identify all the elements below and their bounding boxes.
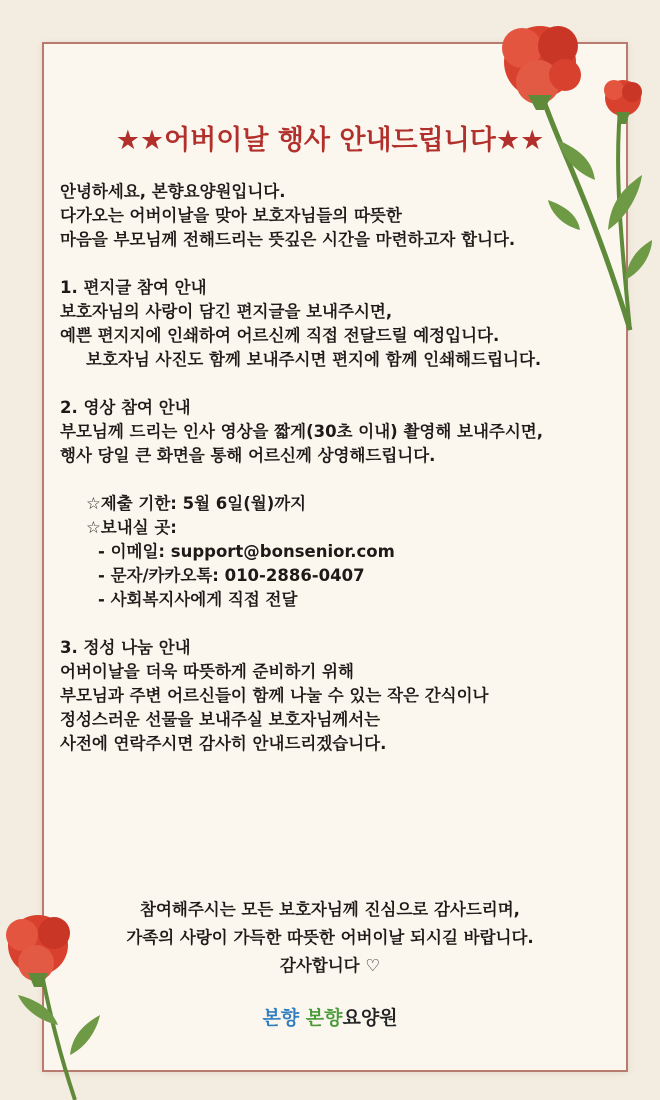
page-title: ★★어버이날 행사 안내드립니다★★ [115,125,545,156]
closing-message [0,896,660,980]
facility-logo [0,1003,660,1030]
section3-line: 사전에 연락주시면 감사히 안내드리겠습니다. [60,734,387,753]
logo-mark-icon: 본향 [262,1007,300,1029]
deadline-text: ☆제출 기한: 5월 6일(월)까지 [86,494,307,513]
send-to-label: ☆보내실 곳: [86,518,177,537]
section3-heading: 3. 정성 나눔 안내 [60,638,191,657]
section2-heading: 2. 영상 참여 안내 [60,398,191,417]
section1-line: 보호자님의 사랑이 담긴 편지글을 보내주시면, [60,302,393,321]
intro-line: 다가오는 어버이날을 맞아 보호자님들의 따뜻한 [60,206,402,225]
section3-line: 부모님과 주변 어르신들이 함께 나눌 수 있는 작은 간식이나 [60,686,489,705]
section1-line: 예쁜 편지지에 인쇄하여 어르신께 직접 전달드릴 예정입니다. [60,326,500,345]
contact-email: - 이메일: support@bonsenior.com [98,542,395,561]
intro-line: 마음을 부모님께 전해드리는 뜻깊은 시간을 마련하고자 합니다. [60,230,516,249]
section1-line: 보호자님 사진도 함께 보내주시면 편지에 함께 인쇄해드립니다. [86,350,542,369]
contact-direct: - 사회복지사에게 직접 전달 [98,590,298,609]
section2-line: 부모님께 드리는 인사 영상을 짧게(30초 이내) 촬영해 보내주시면, [60,422,543,441]
intro-line: 안녕하세요, 본향요양원입니다. [60,182,286,201]
section3-line: 어버이날을 더욱 따뜻하게 준비하기 위해 [60,662,354,681]
logo-name-rest: 요양원 [342,1007,398,1029]
closing-line: 감사합니다 ♡ [279,956,381,975]
closing-line: 가족의 사랑이 가득한 따뜻한 어버이날 되시길 바랍니다. [126,928,534,947]
contact-phone: - 문자/카카오톡: 010-2886-0407 [98,566,365,585]
section3-line: 정성스러운 선물을 보내주실 보호자님께서는 [60,710,381,729]
logo-name-green: 본향 [305,1007,343,1029]
closing-line: 참여해주시는 모든 보호자님께 진심으로 감사드리며, [140,900,520,919]
notice-body [60,180,620,756]
section1-heading: 1. 편지글 참여 안내 [60,278,207,297]
section2-line: 행사 당일 큰 화면을 통해 어르신께 상영해드립니다. [60,446,436,465]
